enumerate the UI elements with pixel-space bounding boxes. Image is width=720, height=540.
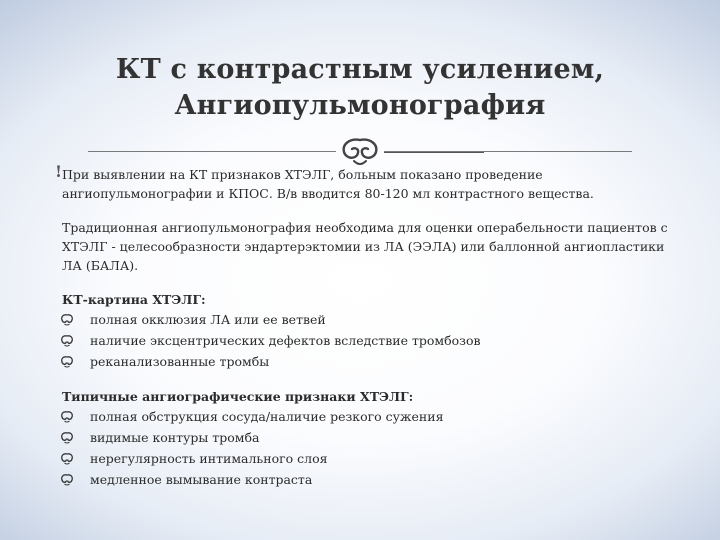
slide-content <box>55 162 668 490</box>
swirl-bullet-icon <box>60 334 74 347</box>
title-line-1: КТ с контрастным усилением, <box>115 54 605 85</box>
list-item-text: наличие эксцентрических дефектов вследствие тромбозов <box>90 333 481 348</box>
list-item-text: полная окклюзия ЛА или ее ветвей <box>90 312 326 327</box>
swirl-ornament-icon <box>334 134 386 166</box>
angiography-signs-heading: Типичные ангиографические признаки ХТЭЛГ: <box>62 389 414 404</box>
list-item-text: медленное вымывание контраста <box>90 472 313 487</box>
divider-line-accent <box>384 152 484 153</box>
list-item <box>62 469 668 490</box>
list-item-text: полная обструкция сосуда/наличие резкого сужения <box>90 409 444 424</box>
title-line-2: Ангиопульмонография <box>174 90 546 121</box>
title-divider <box>88 134 632 164</box>
ct-findings-list <box>62 309 668 372</box>
list-item <box>62 351 668 372</box>
list-item <box>62 309 668 330</box>
slide-title <box>60 52 660 124</box>
swirl-bullet-icon <box>60 410 74 423</box>
list-item-text: реканализованные тромбы <box>90 354 270 369</box>
angiography-paragraph: Традиционная ангиопульмонография необходима для оценки операбельности пациентов с ХТЭЛГ - целесообразности эндартерэктомии из ЛА (ЭЭЛА) или баллонной ангиопластики ЛА (БАЛА). <box>62 220 668 273</box>
list-item <box>62 427 668 448</box>
ct-findings-heading: КТ-картина ХТЭЛГ: <box>62 292 206 307</box>
list-item <box>62 406 668 427</box>
list-item-text: видимые контуры тромба <box>90 430 260 445</box>
list-item <box>62 330 668 351</box>
swirl-bullet-icon <box>60 452 74 465</box>
list-item-text: нерегулярность интимального слоя <box>90 451 328 466</box>
swirl-bullet-icon <box>60 431 74 444</box>
list-item <box>62 448 668 469</box>
swirl-bullet-icon <box>60 473 74 486</box>
intro-paragraph-text: При выявлении на КТ признаков ХТЭЛГ, больным показано проведение ангиопульмонографии и КПОС. В/в вводится 80-120 мл контрастного вещества. <box>62 167 594 201</box>
swirl-bullet-icon <box>60 313 74 326</box>
divider-line-left <box>88 151 336 152</box>
angiography-signs-list <box>62 406 668 490</box>
intro-paragraph <box>55 162 668 203</box>
exclamation-icon: ! <box>55 162 63 181</box>
swirl-bullet-icon <box>60 355 74 368</box>
